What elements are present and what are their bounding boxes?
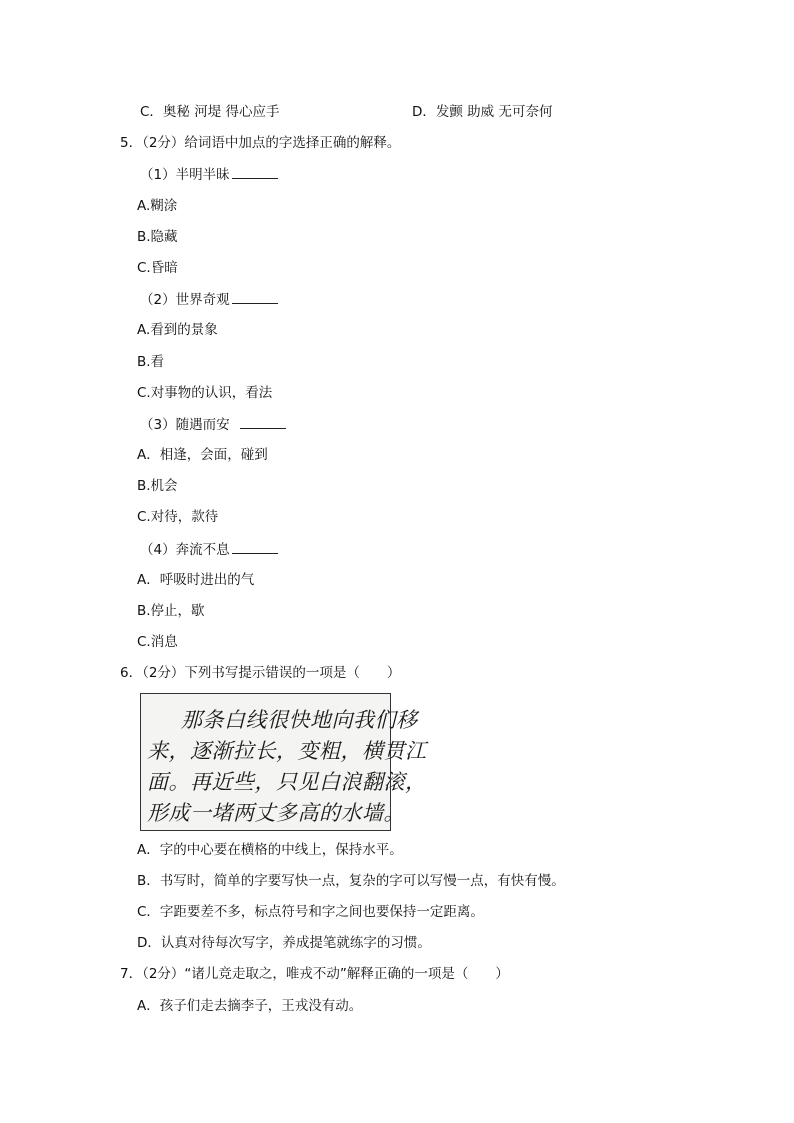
q5-part-2-option-a: A.看到的景象: [137, 322, 218, 338]
q6-option-a: A．字的中心要在横格的中线上，保持水平。: [137, 842, 403, 858]
q6-stem: 6．（2分）下列书写提示错误的一项是（ ）: [120, 665, 401, 681]
q5-part-1-label: （1）半明半昧: [140, 165, 278, 184]
q7-option-a: A．孩子们走去摘李子，王戎没有动。: [137, 998, 363, 1014]
q4-option-c: C．奥秘 河堤 得心应手: [140, 104, 280, 120]
q5-part-4-label: （4）奔流不息: [140, 540, 278, 559]
q5-part-3-option-c: C.对待，款待: [137, 509, 219, 525]
q5-part-3-option-a: A．相逢，会面，碰到: [137, 447, 268, 463]
q6-option-d: D．认真对待每次写字，养成提笔就练字的习惯。: [137, 935, 431, 951]
q5-part-3-label: （3）随遇而安: [140, 415, 286, 434]
q5-stem: 5．（2分）给词语中加点的字选择正确的解释。: [120, 135, 401, 151]
q5-part-3-option-b: B.机会: [137, 478, 178, 494]
answer-blank[interactable]: [232, 540, 278, 554]
q5-part-4-option-c: C.消息: [137, 634, 178, 650]
handwriting-line: 面。再近些，只见白浪翻滚，: [147, 770, 427, 794]
answer-blank[interactable]: [232, 290, 278, 304]
handwriting-sample-image: [140, 693, 427, 831]
q6-option-c: C．字距要差不多，标点符号和字之间也要保持一定距离。: [137, 904, 484, 920]
q5-part-1-option-a: A.糊涂: [137, 198, 178, 214]
q5-part-2-option-b: B.看: [137, 354, 165, 370]
q5-part-2-option-c: C.对事物的认识，看法: [137, 385, 273, 401]
q5-part-4-option-a: A．呼吸时进出的气: [137, 572, 255, 588]
q5-part-2-label: （2）世界奇观: [140, 290, 278, 309]
handwriting-line: 形成一堵两丈多高的水墙。: [147, 801, 405, 825]
q5-part-4-option-b: B.停止，歇: [137, 603, 205, 619]
answer-blank[interactable]: [232, 165, 278, 179]
handwriting-line: 那条白线很快地向我们移: [181, 708, 418, 732]
q4-option-d: D．发颤 助威 无可奈何: [412, 104, 553, 120]
q7-stem: 7．（2分）“诸儿竞走取之，唯戎不动”解释正确的一项是（ ）: [120, 966, 509, 982]
q5-part-1-option-b: B.隐藏: [137, 229, 178, 245]
answer-blank[interactable]: [240, 415, 286, 429]
handwriting-line: 来，逐渐拉长，变粗，横贯江: [147, 739, 427, 763]
q6-option-b: B．书写时，简单的字要写快一点，复杂的字可以写慢一点，有快有慢。: [137, 873, 565, 889]
q5-part-1-option-c: C.昏暗: [137, 260, 178, 276]
